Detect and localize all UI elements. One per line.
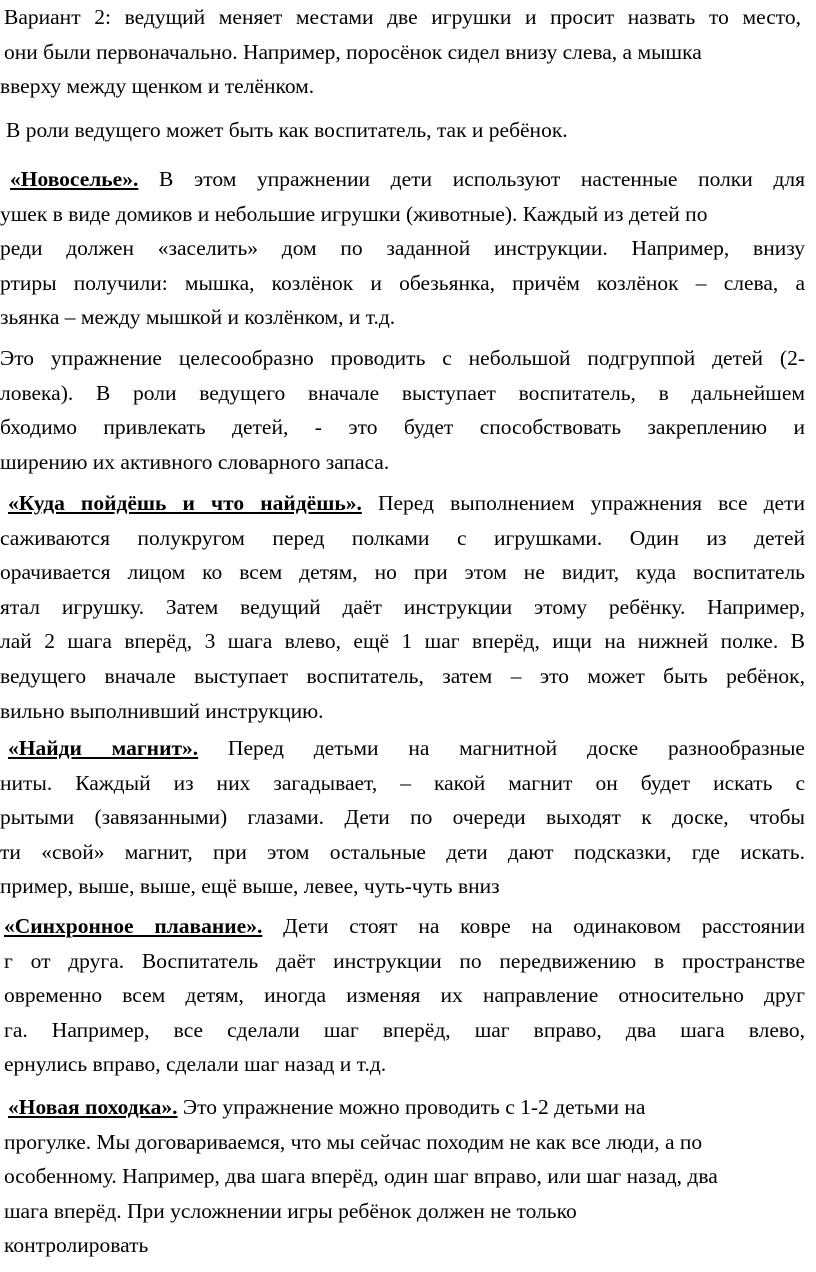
text-line: вильно выполнивший инструкцию.	[0, 698, 324, 723]
text-line: бходимо привлекать детей, - это будет способствовать закреплению и	[0, 415, 805, 440]
text-line: зьянка – между мышкой и козлёнком, и т.д.	[0, 305, 396, 330]
text-line: ти «свой» магнит, при этом остальные дети дают подсказки, где искать.	[0, 839, 805, 864]
first-line	[0, 162, 805, 197]
exercise-title: «Новая походка».	[8, 1095, 178, 1119]
text-line: лай 2 шага вперёд, 3 шага влево, ещё 1 шаг вперёд, ищи на нижней полке. В	[0, 629, 805, 654]
paragraph-where-go	[0, 486, 816, 728]
text-fragment: Дети стоят на ковре на одинаковом расстоянии	[262, 914, 805, 938]
text-line: орачивается лицом ко всем детям, но при этом не видит, куда воспитатель	[0, 560, 805, 585]
text-line: Вариант 2: ведущий меняет местами две игрушки и просит назвать то место,	[4, 5, 801, 29]
text-line: особенному. Например, два шага вперёд, один шаг вправо, или шаг назад, два	[4, 1164, 718, 1189]
text-line: саживаются полукругом перед полками с игрушками. Один из детей	[0, 525, 805, 550]
text-line: ведущего вначале выступает воспитатель, затем – это может быть ребёнок,	[0, 663, 805, 688]
exercise-title: «Новоселье».	[10, 167, 139, 191]
first-line	[0, 731, 805, 766]
text-line: пример, выше, выше, ещё выше, левее, чуть-чуть вниз	[0, 874, 500, 899]
text-fragment: Это упражнение можно проводить с 1-2 детьми на	[177, 1095, 646, 1119]
first-line	[0, 1090, 816, 1125]
text-line: В роли ведущего может быть как воспитатель, так и ребёнок.	[6, 118, 568, 142]
text-line: реди должен «заселить» дом по заданной инструкции. Например, внизу	[0, 236, 805, 261]
paragraph-synchronized	[0, 909, 816, 1082]
text-line: г от друга. Воспитатель даёт инструкции по передвижению в пространстве	[4, 948, 805, 973]
text-line: они были первоначально. Например, поросёнок сидел внизу слева, а мышка	[4, 39, 702, 64]
text-line: шага вперёд. При усложнении игры ребёнок должен не только	[4, 1198, 577, 1223]
text-line: рытыми (завязанными) глазами. Дети по очереди выходят к доске, чтобы	[0, 805, 805, 830]
paragraph-leader-note	[0, 113, 816, 148]
text-line: ртиры получили: мышка, козлёнок и обезьянка, причём козлёнок – слева, а	[0, 270, 805, 295]
exercise-title: «Синхронное плавание».	[4, 914, 263, 938]
text-line: ловека). В роли ведущего вначале выступает воспитатель, в дальнейшем	[0, 380, 805, 405]
text-line: овременно всем детям, иногда изменяя их направление относительно друг	[4, 983, 805, 1008]
paragraph-variant-2	[0, 0, 816, 104]
exercise-title: «Куда пойдёшь и что найдёшь».	[8, 491, 362, 515]
text-line: ширению их активного словарного запаса.	[0, 449, 390, 474]
exercise-title: «Найди магнит».	[8, 736, 199, 760]
paragraph-subgroup	[0, 341, 816, 479]
paragraph-housewarming	[0, 162, 816, 335]
paragraph-new-walk	[0, 1090, 816, 1263]
text-line: ушек в виде домиков и небольшие игрушки (животные). Каждый из детей по	[0, 201, 708, 226]
text-line: контролировать	[4, 1233, 149, 1258]
text-line: ниты. Каждый из них загадывает, – какой магнит он будет искать с	[0, 770, 805, 795]
text-line: прогулке. Мы договариваемся, что мы сейчас походим не как все люди, а по	[4, 1129, 703, 1154]
text-fragment: В этом упражнении дети используют настенные полки для	[138, 167, 805, 191]
text-line: вверху между щенком и телёнком.	[0, 74, 315, 99]
text-line: га. Например, все сделали шаг вперёд, шаг вправо, два шага влево,	[4, 1017, 805, 1042]
text-line: ернулись вправо, сделали шаг назад и т.д.	[4, 1052, 387, 1077]
first-line	[0, 486, 805, 521]
text-fragment: Перед выполнением упражнения все дети	[361, 491, 805, 515]
first-line	[0, 909, 805, 944]
text-line: Это упражнение целесообразно проводить с небольшой подгруппой детей (2-	[0, 346, 805, 370]
text-line: ятал игрушку. Затем ведущий даёт инструкции этому ребёнку. Например,	[0, 594, 805, 619]
text-fragment: Перед детьми на магнитной доске разнообразные	[198, 736, 805, 760]
paragraph-find-magnet	[0, 731, 816, 904]
